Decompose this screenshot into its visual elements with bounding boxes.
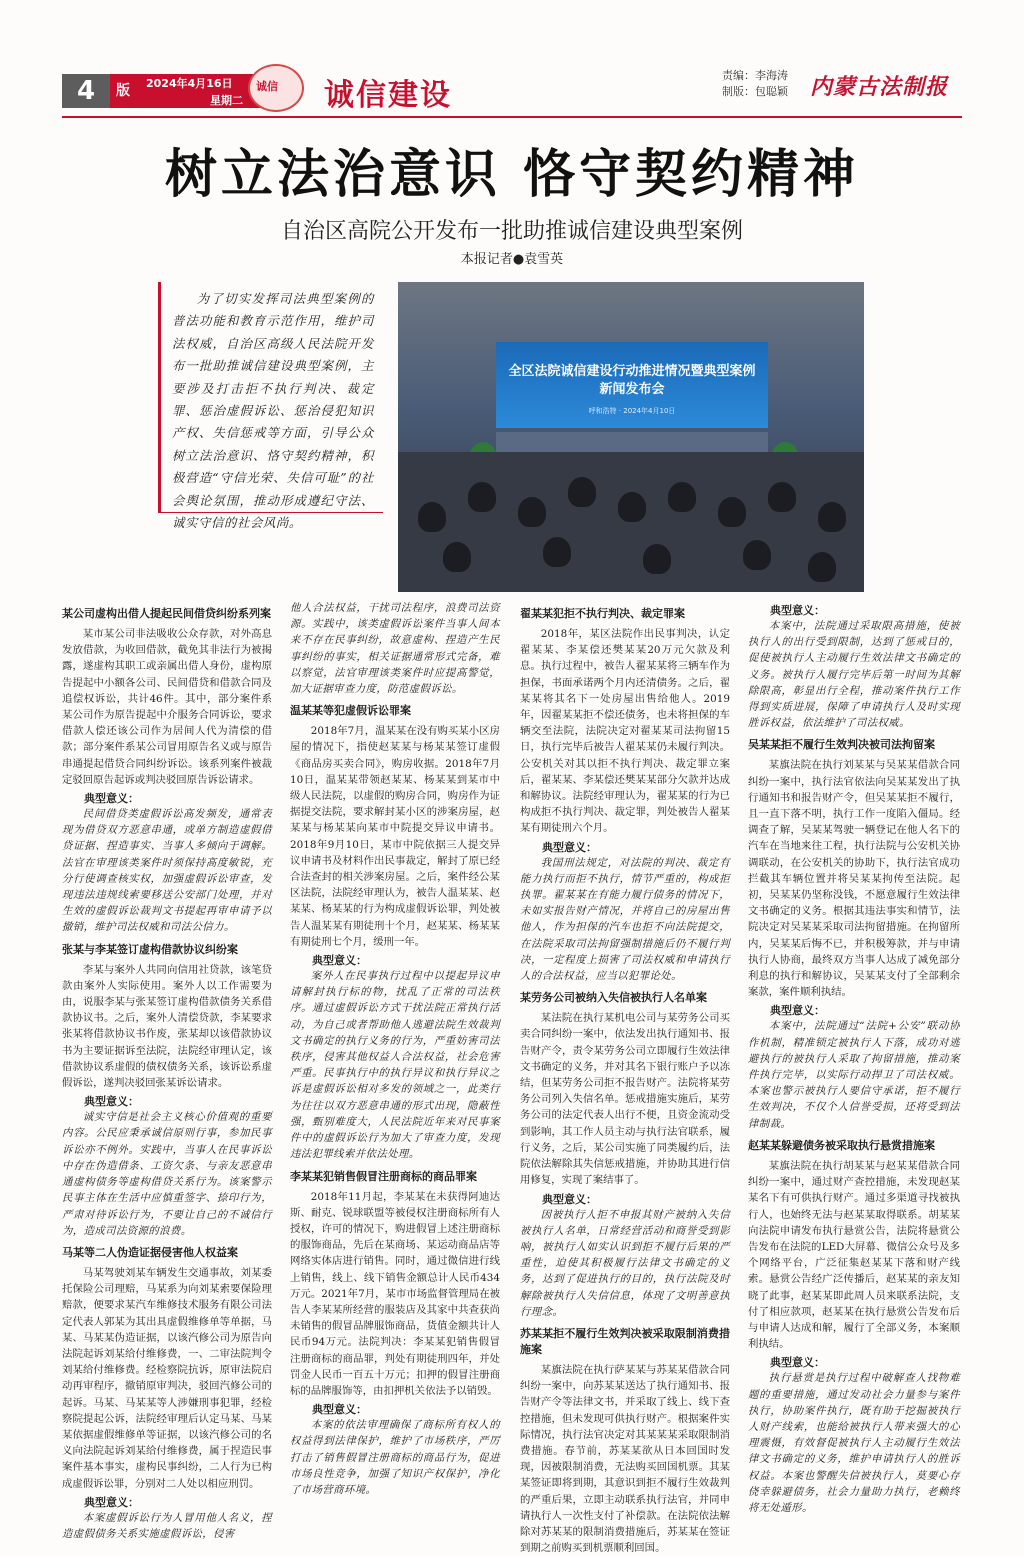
case-meaning: 诚实守信是社会主义核心价值观的重要内容。公民应秉承诚信原则行事，参加民事诉讼亦不例外。实践中，当事人在民事诉讼中存在伪造借条、工资欠条、与亲友恶意串通虚构债务等虚构借贷关系行为。该案警示民事主体在生活中应慎重签字、捺印行为，严肃对待诉讼行为，不要让自己的不诚信行为，造成司法资源的浪费。 [62, 1111, 272, 1237]
meaning-label: 典型意义： [770, 1004, 825, 1018]
case-title: 某劳务公司被纳入失信被执行人名单案 [520, 991, 707, 1005]
case-title: 马某等二人伪造证据侵害他人权益案 [62, 1245, 238, 1259]
meaning-label: 典型意义： [542, 840, 597, 854]
meaning-label: 典型意义： [770, 604, 825, 617]
case-body: 2018年11月起，李某某在未获得阿迪达斯、耐克、锐球联盟等被侵权注册商标所有人授权，许可的情况下，购进假冒上述注册商标的服饰商品，先后在某商场、某运动商品店等网络实体店进行销售。同时，通过微信进行线上销售，线上、线下销售金额总计人民币434万元。2021年7月，某市市场监督管理局在被告人李某某所经营的服装店及其家中共查获尚未销售的假冒品牌服饰商品，货值金额共计人民币94万元。法院判决：李某某犯销售假冒注册商标的商品罪，判处有期徒刑四年，并处罚金人民币一百五十万元；扣押的假冒注册商标的品牌服饰等，由扣押机关依法予以销毁。 [290, 1190, 500, 1397]
case-title: 李某某犯销售假冒注册商标的商品罪案 [290, 1169, 477, 1183]
case-body: 2018年，某区法院作出民事判决，认定翟某某、李某偿还樊某某20万元欠款及利息。执行过程中，被告人翟某某将三辆车作为担保，书面承诺两个月内还清债务。之后，翟某某将其名下一处房屋出售给他人。2019年，因翟某某拒不偿还债务，也未将担保的车辆交至法院，法院决定对翟某某司法拘留15日，执行完毕后被告人翟某某仍未履行判决。公安机关对其以拒不执行判决、裁定罪立案后，翟某某、李某偿还樊某某部分欠款并达成和解协议。法院经审理认为，翟某某的行为已构成拒不执行判决、裁定罪，判处被告人翟某某有期徒刑六个月。 [520, 628, 730, 835]
press-conference-photo [398, 282, 864, 592]
case-meaning-continued: 他人合法权益，干扰司法程序，浪费司法资源。实践中，该类虚假诉讼案件当事人间本来不存在民事纠纷，故意虚构、捏造产生民事纠纷的事实，相关证据通常形式完备，难以察觉，法官审理该类案件时应提高警觉，加大证据审查力度，防范虚假诉讼。 [290, 602, 500, 696]
section-title: 诚信建设 [324, 78, 452, 113]
case-meaning: 执行悬赏是执行过程中破解查人找物难题的重要措施，通过发动社会力量参与案件执行，协助案件执行，既有助于挖掘被执行人财产线索，也能给被执行人带来强大的心理震慑，有效督促被执行人主动履行生效法律文书确定的义务，维护申请执行人的胜诉权益。本案也警醒失信被执行人，莫要心存侥幸躲避债务，社会力量助力执行，老赖终将无处遁形。 [748, 1372, 960, 1514]
headline: 树立法治意识 恪守契约精神 [164, 144, 860, 205]
column-4 [748, 600, 960, 1522]
case-title: 某公司虚构出借人提起民间借贷纠纷系列案 [62, 607, 271, 620]
presidium-table [496, 432, 768, 452]
designer-name: 制版：包聪颖 [722, 85, 788, 98]
case-title: 苏某某拒不履行生效判决被采取限制消费措施案 [520, 1326, 730, 1356]
meaning-label: 典型意义： [542, 1192, 597, 1206]
page-header [62, 62, 962, 112]
case-body: 某法院在执行某机电公司与某劳务公司买卖合同纠纷一案中，依法发出执行通知书、报告财产令，责令某劳务公司立即履行生效法律文书确定的义务，并对其名下银行账户予以冻结，但某劳务公司拒不报告财产。法院将某劳务公司列入失信名单。惩戒措施实施后，某劳务公司的法定代表人出行不便，且资金流动受到影响，其工作人员主动与执行法官联系，履行义务，之后，某公司实施了同类履约后，法院依法解除其失信惩戒措施，并协助其进行信用修复，实现了案结事了。 [520, 1012, 730, 1187]
meaning-label: 典型意义： [84, 792, 139, 806]
case-meaning: 我国刑法规定，对法院的判决、裁定有能力执行而拒不执行，情节严重的，构成拒执罪。翟某某在有能力履行债务的情况下，未如实报告财产情况，并将自己的房屋出售他人，作为担保的汽车也拒不向法院提交，在法院采取司法拘留强制措施后仍不履行判决，一定程度上损害了司法权威和申请执行人的合法权益，应当以犯罪论处。 [520, 856, 730, 983]
case-title: 温某某等犯虚假诉讼罪案 [290, 704, 411, 718]
page-number: 4 [62, 74, 110, 108]
audience-area [398, 452, 864, 592]
case-title: 翟某某犯拒不执行判决、裁定罪案 [520, 607, 685, 620]
subheadline: 自治区高院公开发布一批助推诚信建设典型案例 [280, 219, 743, 244]
issue-date: 2024年4月16日 [146, 77, 233, 90]
screen-title-line2: 新闻发布会 [599, 382, 665, 397]
case-body: 某旗法院在执行萨某某与苏某某借款合同纠纷一案中，向苏某某送达了执行通知书、报告财产令等法律文书，并采取了线上、线下查控措施，但未发现可供执行财产。根据案件实际情况，执行法官决定对其某某某采取限制消费措施。春节前，苏某某欲从日本回国时发现，因被限制消费，无法购买回国机票。其某某签证即将到期，其意识到拒不履行生效裁判的严重后果，立即主动联系执行法官，并同申请执行人一次性支付了补偿款。在法院依法解除对苏某某的限制消费措施后，苏某某在签证到期之前购买到机票顺利回国。 [520, 1363, 730, 1555]
column-3 [520, 600, 730, 1556]
case-body: 某市某公司非法吸收公众存款，对外高息发放借款，为收回借款，截免其非法行为被揭露，遂虚构其职工或亲属出借人身份，虚构原告提起中小额各公司、民间借贷和借款合同及追偿权诉讼，共计46件。其中，部分案件系某公司作为原告提起中介服务合同诉讼，要求借款人偿还该公司作为居间人代为清偿的借款；部分案件系某公司冒用原告名义或与原告串通提起借贷合同纠纷诉讼。该系列案件被裁定驳回原告起诉或判决驳回原告诉讼请求。 [62, 628, 272, 786]
header-rule [62, 116, 962, 118]
case-meaning: 民间借贷类虚假诉讼高发频发，通常表现为借贷双方恶意串通，或单方制造虚假借贷证据、捏造事实、当事人多倾向于调解。法官在审理该类案件时须保持高度敏锐，充分行使调查核实权，加强虚假诉讼审查，发现违法违规线索要移送公安部门处理，并对生效的虚假诉讼裁判文书提起再审申请予以撤销，维护司法权威和司法公信力。 [62, 808, 272, 934]
screen-title-line1: 全区法院诚信建设行动推进情况暨典型案例 [508, 364, 756, 379]
led-screen [496, 342, 768, 428]
case-meaning: 因被执行人拒不申报其财产被纳入失信被执行人名单，日常经营活动和商誉受到影响，被执行人如实认识到拒不履行后果的严重性，迫使其积极履行法律文书确定的义务，达到了促进执行的目的，执行法院及时解除被执行人失信信息，体现了文明善意执行理念。 [520, 1208, 730, 1318]
byline: 本报记者●袁雪英 [460, 252, 564, 267]
issue-weekday: 星期二 [210, 94, 243, 107]
column-1 [62, 600, 272, 1548]
case-title: 赵某某躲避债务被采取执行悬赏措施案 [748, 1138, 935, 1152]
case-body: 某旗法院在执行胡某某与赵某某借款合同纠纷一案中，通过财产查控措施，未发现赵某某名下有可供执行财产。通过多渠道寻找被执行人，也始终无法与赵某某取得联系。胡某某向法院申请发布执行悬赏公告，法院将悬赏公告发布在法院的LED大屏幕、微信公众号及多个网络平台，广泛征集赵某某下落和财产线索。悬赏公告经广泛传播后，赵某某的亲友知晓了此事，赵某某即此周人员来联系法院，支付了相应款项，赵某某在执行悬赏公告发布后与申请人达成和解，履行了全部义务，本案顺利执结。 [748, 1159, 960, 1351]
case-body: 2018年7月，温某某在没有购买某小区房屋的情况下，指使赵某某与杨某某签订虚假《商品房买卖合同》，购房收据。2018年7月10日，温某某带领赵某某、杨某某到某市中级人民法院，以虚假的购房合同，购房作为证据提交法院，要求解封某小区的涉案房屋，赵某某与杨某某向某市中院提交异议申请书。2018年9月10日，某市中院依据三人提交异议申请书及材料作出民事裁定，解封了原已经合法查封的相关涉案房屋。之后，案件经公某区法院，法院经审理认为，被告人温某某、赵某某、杨某某的行为构成虚假诉讼罪，判处被告人温某某有期徒刑十个月，赵某某、杨某某有期徒刑七个月，缓刑一年。 [290, 725, 500, 948]
meaning-label: 典型意义： [770, 1356, 825, 1370]
case-body: 马某驾驶刘某车辆发生交通事故，刘某委托保险公司理赔，马某系为向刘某索要保险理赔款，便要求某汽车维修技术服务有限公司法定代表人郭某为其出具虚假维修单等单据，马某、马某某伪造证据，以该汽修公司为原告向法院起诉刘某给付维修费，一、二审法院判令刘某给付维修费。经检察院抗诉，原审法院启动再审程序，撤销原审判决，驳回汽修公司的起诉。马某、马某某等人涉嫌刑事犯罪，经检察院提起公诉，法院经审理后认定马某、马某某依据虚假维修单等证据，以该汽修公司的名义向法院起诉刘某给付维修费，属于捏造民事案件基本事实，虚构民事纠纷，二人行为已构成虚假诉讼罪，分别对二人处以相应刑罚。 [62, 1266, 272, 1490]
case-meaning: 本案中，法院通过采取限高措施，使被执行人的出行受到限制，达到了惩戒目的，促使被执行人主动履行生效法律文书确定的义务。被执行人履行完毕后第一时间为其解除限高，彰显出行全程，推动案件执行工作得到实质进展，保障了申请执行人及时实现胜诉权益，依法维护了司法权威。 [748, 620, 960, 730]
screen-caption: 呼和浩特 · 2024年4月10日 [588, 407, 676, 415]
logo-text: 诚信 [256, 80, 278, 93]
intro-text: 为了切实发挥司法典型案例的普法功能和教育示范作用，维护司法权威，自治区高级人民法院开发布一批助推诚信建设典型案例，主要涉及打击拒不执行判决、裁定罪、惩治虚假诉讼、惩治侵犯知识产权、失信惩戒等方面，引导公众树立法治意识、恪守契约精神，积极营造“守信光荣、失信可耻”的社会舆论氛围，推动形成遵纪守法、诚实守信的社会风尚。 [172, 291, 374, 531]
case-body: 某旗法院在执行刘某某与吴某某借款合同纠纷一案中，执行法官依法向吴某某发出了执行通知书和报告财产令，但吴某某拒不履行，且一直下落不明，执行工作一度陷入僵局。经调查了解，吴某某驾驶一辆登记在他人名下的汽车在当地来往工程，执行法院与公安机关协调联动，在公安机关的协助下，执行法官成功拦截其车辆位置并将吴某某拘传至法院。起初，吴某某仍坚称没钱，不愿意履行生效法律文书确定的义务。根据其违法事实和情节，法院决定对吴某某采取司法拘留措施。在拘留所内，吴某某后悔不已，并积极筹款，并与申请执行人协商，最终双方当事人达成了减免部分利息的执行和解协议，吴某某支付了全部剩余案款，案件顺利执结。 [748, 759, 960, 999]
ban-label: 版 [116, 83, 130, 99]
case-meaning: 本案中，法院通过“法院+公安”联动协作机制，精准锁定被执行人下落，成功对逃避执行的被执行人采取了拘留措施，推动案件执行完毕，以实际行动捍卫了司法权威。本案也警示被执行人要信守承诺，拒不履行生效判决，不仅个人信誉受损，还将受到法律制裁。 [748, 1020, 960, 1130]
editor-credits [722, 68, 788, 100]
meaning-label: 典型意义： [312, 954, 367, 968]
meaning-label: 典型意义： [84, 1495, 139, 1509]
case-body: 李某与案外人共同向信用社贷款，该笔贷款由案外人实际使用。案外人以工作需要为由，说服李某与张某签订虚构借款债务关系借款协议书。之后，案外人清偿贷款，李某要求张某将借款协议书作废，张某却以该借款协议书为主要证据诉至法院，法院经审理认定，该借款协议系虚假的债权债务关系，该诉讼系虚假诉讼，遂判决驳回张某诉讼请求。 [62, 963, 272, 1090]
case-title: 吴某某拒不履行生效判决被司法拘留案 [748, 738, 935, 752]
meaning-label: 典型意义： [84, 1095, 139, 1109]
section-logo-icon [248, 64, 304, 112]
case-meaning: 本案的依法审理确保了商标所有权人的权益得到法律保护，维护了市场秩序，严厉打击了销售假冒注册商标的商品行为，促进市场良性竞争，加强了知识产权保护，净化了市场营商环境。 [290, 1419, 500, 1496]
case-meaning: 案外人在民事执行过程中以提起异议申请解封执行标的物，扰乱了正常的司法秩序。通过虚假诉讼方式干扰法院正常执行活动，为自己或者帮助他人逃避法院生效裁判文书确定的执行义务的行为，严重妨害司法秩序，侵害其他权益人合法权益，社会危害严重。民事执行中的执行异议和执行异议之诉是虚假诉讼相对多发的领域之一，此类行为往往以双方恶意串通的形式出现，隐蔽性强，甄别难度大，人民法院近年来对民事案件中的虚假诉讼行为加大了审查力度，发现违法犯罪线索并依法处理。 [290, 970, 500, 1161]
column-2 [290, 600, 500, 1504]
case-title: 张某与李某签订虚构借款协议纠纷案 [62, 942, 238, 956]
editor-name: 责编：李海涛 [722, 69, 788, 82]
newspaper-logo: 内蒙古法制报 [810, 74, 949, 100]
meaning-label: 典型意义： [312, 1403, 367, 1417]
case-meaning: 本案虚假诉讼行为人冒用他人名义，捏造虚假债务关系实施虚假诉讼，侵害 [62, 1511, 272, 1540]
